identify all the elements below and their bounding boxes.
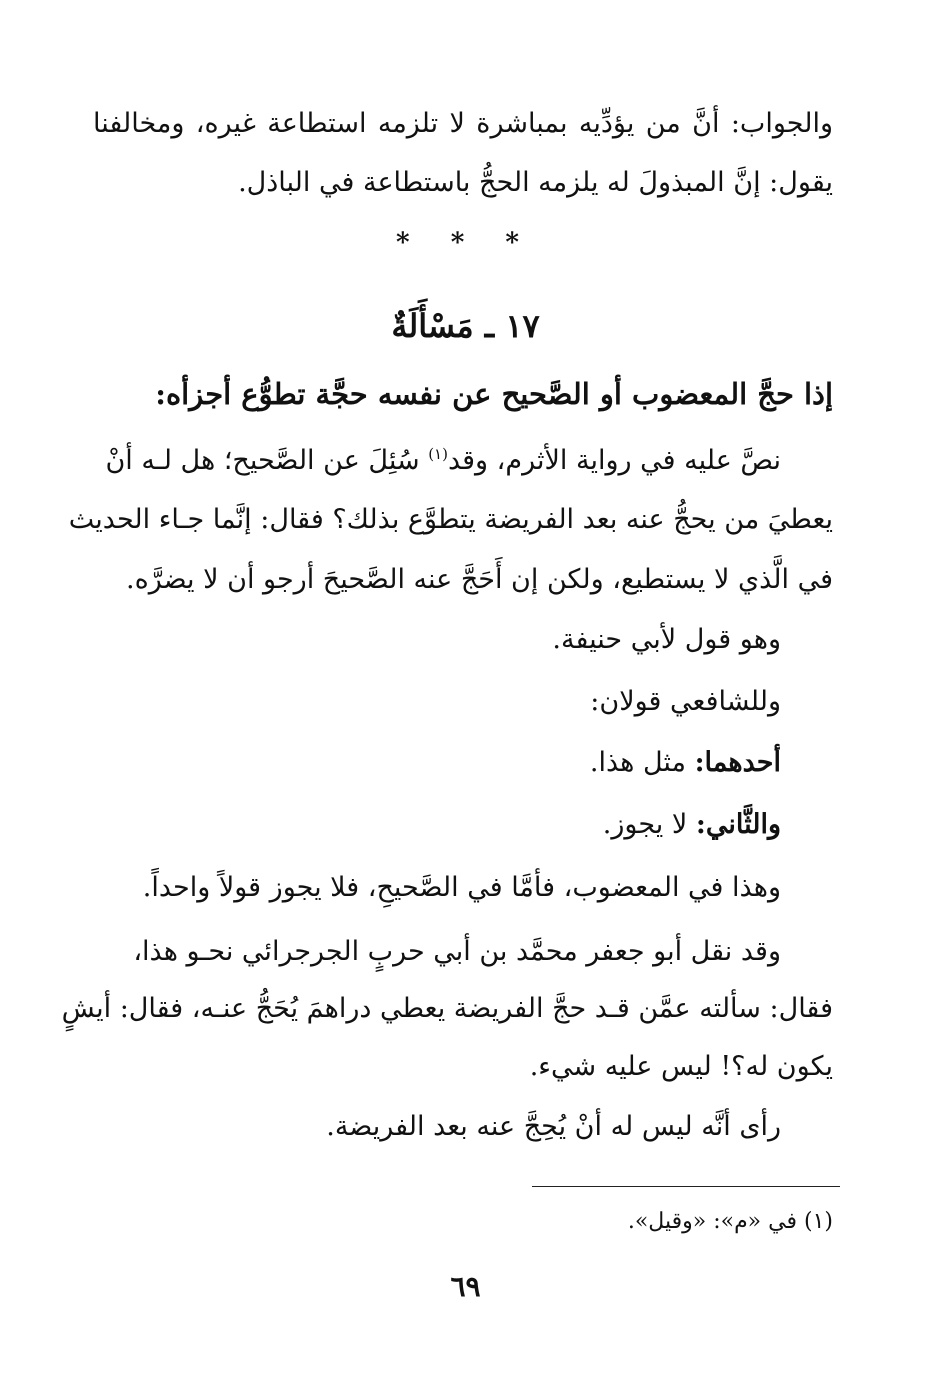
text-line: فقال: سألته عمَّن قـد حجَّ الفريضة يعطي دراهمَ يُحَجُّ عنـه، فقال: أيشٍ [61, 993, 833, 1024]
section-separator: * * * [396, 228, 535, 258]
first-opinion-text: مثل هذا. [589, 747, 695, 778]
text-line: في الَّذي لا يستطيع، ولكن إن أَحَجَّ عنه الصَّحيحَ أرجو أن لا يضرَّه. [126, 564, 833, 595]
footnote-divider [532, 1186, 840, 1187]
section-number: ١٧ ـ [484, 307, 540, 345]
page-number: ٦٩ [450, 1270, 481, 1303]
section-label: مَسْأَلَةٌ [391, 307, 474, 345]
second-opinion-text: لا يجوز. [602, 809, 696, 840]
text-segment: سُئِلَ عن الصَّحيح؛ هل لـه أنْ [105, 445, 429, 476]
text-line [91, 441, 781, 481]
text-line: وهذا في المعضوب، فأمَّا في الصَّحيحِ، فلا يجوز قولاً واحداً. [142, 872, 781, 903]
text-line: وقد نقل أبو جعفر محمَّد بن أبي حربٍ الجرجرائي نحـو هذا، [133, 936, 781, 967]
text-line: يقول: إنَّ المبذولَ له يلزمه الحجُّ باستطاعة في الباذل. [238, 167, 833, 198]
text-line: رأى أنَّه ليس له أنْ يُحِجَّ عنه بعد الفريضة. [326, 1111, 781, 1142]
text-segment: نصَّ عليه في رواية الأثرم، وقد [447, 445, 781, 476]
section-title [0, 304, 931, 348]
second-opinion-label: والثَّاني: [695, 809, 781, 840]
footnote: (١) في «م»: «وقيل». [627, 1209, 833, 1234]
issue-heading: إذا حجَّ المعضوب أو الصَّحيح عن نفسه حجَّة تطوُّع أجزأه: [155, 377, 833, 411]
text-line [91, 743, 781, 783]
text-line: وهو قول لأبي حنيفة. [552, 624, 781, 655]
text-line: يكون له؟! ليس عليه شيء. [529, 1051, 833, 1082]
text-line: وللشافعي قولان: [590, 686, 781, 717]
text-line [91, 805, 781, 845]
footnote-marker: (١) [428, 445, 448, 463]
first-opinion-label: أحدهما: [694, 747, 781, 778]
text-line: والجواب: أنَّ من يؤدِّيه بمباشرة لا تلزمه استطاعة غيره، ومخالفنا [93, 108, 833, 139]
text-line: يعطيَ من يحجُّ عنه بعد الفريضة يتطوَّع بذلك؟ فقال: إنَّما جـاء الحديث [68, 504, 833, 535]
